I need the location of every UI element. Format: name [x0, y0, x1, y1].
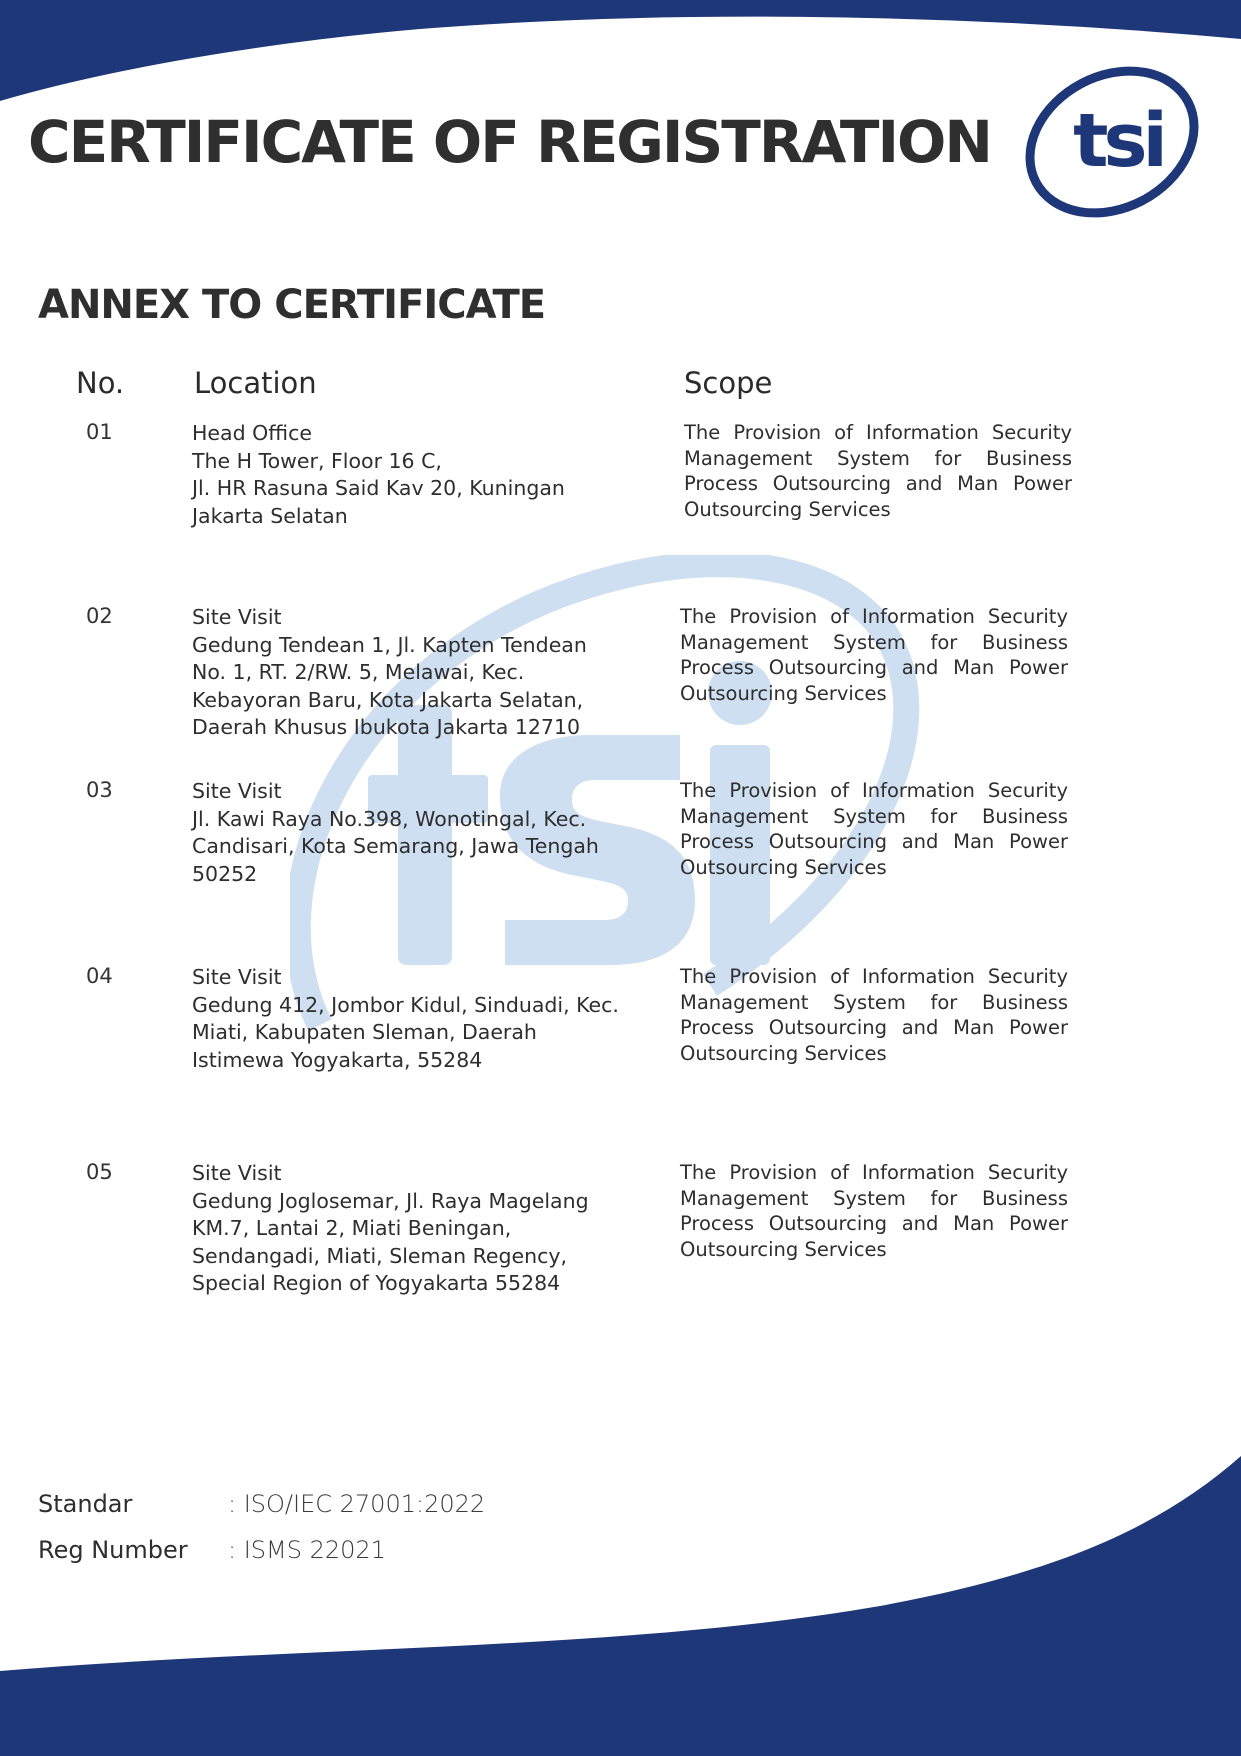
location-line: Jl. HR Rasuna Said Kav 20, Kuningan	[192, 476, 565, 500]
row-number: 02	[86, 604, 113, 628]
row-location	[192, 604, 652, 742]
row-location	[192, 420, 652, 530]
row-number: 03	[86, 778, 113, 802]
row-number: 01	[86, 420, 113, 444]
row-scope: The Provision of Information Security Management System for Business Process Outsourcing and Man Power Outsourcing Services	[680, 965, 1068, 1065]
row-number: 04	[86, 964, 113, 988]
location-line: Gedung Joglosemar, Jl. Raya Magelang	[192, 1188, 589, 1213]
location-line: Jakarta Selatan	[192, 503, 348, 528]
row-scope: The Provision of Information Security Management System for Business Process Outsourcing and Man Power Outsourcing Services	[680, 1161, 1068, 1261]
location-line: Kebayoran Baru, Kota Jakarta Selatan,	[192, 687, 584, 712]
column-header-scope: Scope	[684, 366, 773, 400]
location-line: Site Visit	[192, 779, 282, 803]
row-location	[192, 1160, 652, 1298]
location-line: Miati, Kabupaten Sleman, Daerah	[192, 1020, 537, 1044]
row-scope: The Provision of Information Security Management System for Business Process Outsourcing and Man Power Outsourcing Services	[680, 605, 1068, 705]
column-header-no: No.	[76, 366, 125, 400]
reg-number-line	[38, 1536, 386, 1564]
row-scope: The Provision of Information Security Management System for Business Process Outsourcing and Man Power Outsourcing Services	[680, 779, 1068, 879]
certificate-title: CERTIFICATE OF REGISTRATION	[28, 108, 991, 176]
annex-title: ANNEX TO CERTIFICATE	[38, 282, 546, 328]
location-line: Gedung Tendean 1, Jl. Kapten Tendean	[192, 632, 587, 657]
location-line: Istimewa Yogyakarta, 55284	[192, 1047, 483, 1072]
location-line: 50252	[192, 861, 258, 886]
location-line: Daerah Khusus Ibukota Jakarta 12710	[192, 715, 581, 739]
reg-number-value: : ISMS 22021	[228, 1536, 386, 1564]
standard-value: : ISO/IEC 27001:2022	[228, 1490, 486, 1518]
location-line: No. 1, RT. 2/RW. 5, Melawai, Kec.	[192, 660, 525, 684]
location-line: Gedung 412, Jombor Kidul, Sinduadi, Kec.	[192, 992, 619, 1017]
location-line: Site Visit	[192, 965, 282, 989]
standard-label: Standar	[38, 1490, 133, 1518]
location-line: Site Visit	[192, 605, 282, 629]
location-line: Candisari, Kota Semarang, Jawa Tengah	[192, 834, 599, 858]
location-line: KM.7, Lantai 2, Miati Beningan,	[192, 1216, 512, 1240]
row-location	[192, 778, 652, 888]
standard-line	[38, 1490, 485, 1518]
location-line: The H Tower, Floor 16 C,	[192, 448, 442, 473]
location-line: Site Visit	[192, 1161, 282, 1185]
location-line: Head Office	[192, 421, 312, 445]
tsi-logo-text: tsi	[1073, 98, 1163, 184]
tsi-logo	[1010, 54, 1200, 234]
row-scope: The Provision of Information Security Management System for Business Process Outsourcing and Man Power Outsourcing Services	[684, 421, 1072, 521]
location-line: Jl. Kawi Raya No.398, Wonotingal, Kec.	[192, 806, 587, 831]
location-line: Special Region of Yogyakarta 55284	[192, 1271, 561, 1295]
column-header-location: Location	[194, 366, 317, 400]
row-location	[192, 964, 652, 1074]
location-line: Sendangadi, Miati, Sleman Regency,	[192, 1243, 568, 1268]
reg-number-label: Reg Number	[38, 1536, 188, 1564]
row-number: 05	[86, 1160, 113, 1184]
